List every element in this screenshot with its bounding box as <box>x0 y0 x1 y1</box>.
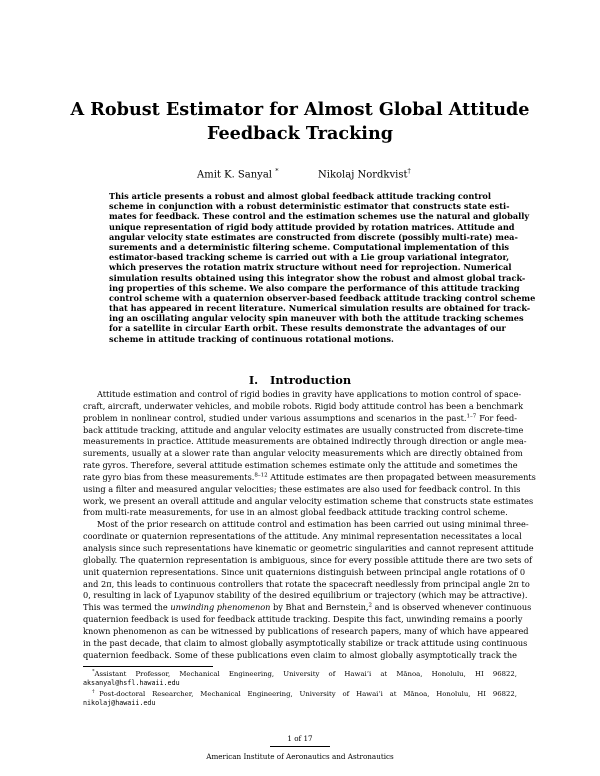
body-text-run: and is observed whenever continuous <box>371 602 532 613</box>
abstract-line: ing an oscillating angular velocity spin maneuver with both the attitude tracking schemes <box>109 313 524 324</box>
footnote-email[interactable]: aksanyal@hsfl.hawaii.edu <box>83 678 180 687</box>
emphasis: unwinding phenomenon <box>170 602 271 613</box>
body-text-run: rate gyro bias from these measurements. <box>83 471 255 482</box>
body-line: coordinate or quaternion representations of the attitude. Any minimal representation necessitates a local <box>83 531 522 542</box>
citation: 2 <box>368 602 372 609</box>
abstract-line: estimator-based tracking scheme is carried out with a Lie group variational integrator, <box>109 252 510 263</box>
body-text-run: Attitude estimates are then propagated between measurements <box>267 471 536 482</box>
abstract-line: angular velocity state estimates are constructed from discrete (possibly multi-rate) mea- <box>109 231 518 242</box>
footnote-email[interactable]: nikolaj@hawaii.edu <box>83 698 156 707</box>
body-line: measurements in practice. Attitude measurements are obtained indirectly through direction or angle mea- <box>83 436 527 447</box>
footer-organization: American Institute of Aeronautics and Astronautics <box>206 752 394 761</box>
abstract-line: that has appeared in recent literature. Numerical simulation results are obtained for track- <box>109 303 531 314</box>
footnote-rule <box>83 666 213 667</box>
footnote-line <box>83 670 517 679</box>
body-text-run: For feed- <box>476 412 517 423</box>
author-2 <box>318 167 411 180</box>
body-text-run: problem in nonlinear control, studied under various assumptions and scenarios in the past. <box>83 412 467 423</box>
body-line: rate gyros. Therefore, several attitude estimation schemes estimate only the attitude and sometimes the <box>83 460 518 471</box>
abstract-line: surements and a deterministic filtering scheme. Computational implementation of this <box>109 241 510 252</box>
paper-title <box>40 98 560 145</box>
body-line: Attitude estimation and control of rigid bodies in gravity have applications to motion control of space- <box>97 389 522 399</box>
section-number: I. <box>248 373 259 387</box>
author-name: Amit K. Sanyal <box>197 169 272 181</box>
footnote-mark: † <box>92 688 100 695</box>
body-line: surements, usually at a slower rate than angular velocity measurements which are directly obtained from <box>83 448 523 459</box>
body-line: analysis since such representations have kinematic or geometric singularities and cannot represent attitude <box>83 542 534 553</box>
abstract-line: for a satellite in circular Earth orbit. These results demonstrate the advantages of our <box>109 323 506 334</box>
body-text-run: by Bhat and Bernstein, <box>270 602 369 613</box>
body-line <box>83 471 536 484</box>
section-title: Introduction <box>270 373 352 387</box>
body-text <box>83 389 536 661</box>
body-line: craft, aircraft, underwater vehicles, and mobile robots. Rigid body attitude control has been a benchmark <box>83 400 524 411</box>
author-mark: † <box>407 167 411 175</box>
body-line: known phenomenon as can be witnessed by publications of research papers, many of which have appeared <box>83 625 529 636</box>
body-line: quaternion feedback. Some of these publications even claim to almost globally asymptotically track the <box>83 649 517 660</box>
body-line <box>83 413 517 425</box>
citation: 1–7 <box>466 412 477 419</box>
abstract-line: which preserves the rotation matrix structure without need for reprojection. Numerical <box>109 262 512 273</box>
footnote-text: Post-doctoral Researcher, Mechanical Engineering, University of Hawaiʻi at Mānoa, Honolulu, HI 96822, <box>99 690 517 698</box>
footnote-mark: * <box>92 668 95 675</box>
body-line: from multi-rate measurements, for use in an almost global feedback attitude tracking control scheme. <box>83 507 508 518</box>
body-line: in the past decade, that claim to almost globally asymptotically stabilize or track attitude using continuous <box>83 637 528 648</box>
body-line: 0, resulting in lack of Lyapunov stability of the desired equilibrium or trajectory (which may be attractive). <box>83 590 528 601</box>
abstract-line: scheme in attitude tracking of continuous rotational motions. <box>109 333 394 344</box>
abstract-line: control scheme with a quaternion observer-based feedback attitude tracking control scheme <box>109 292 536 303</box>
body-line <box>83 602 532 614</box>
footnote-line <box>83 690 517 699</box>
abstract-line: unique representation of rigid body attitude provided by rotation matrices. Attitude and <box>109 221 515 232</box>
abstract-line: mates for feedback. These control and the estimation schemes use the natural and globally <box>109 211 530 222</box>
abstract <box>109 191 536 344</box>
body-text-run: This was termed the <box>83 602 171 613</box>
page-number: 1 of 17 <box>287 734 313 743</box>
body-line: quaternion feedback is used for feedback attitude tracking. Despite this fact, unwinding remains a poorly <box>83 614 523 625</box>
body-line: Most of the prior research on attitude control and estimation has been carried out using minimal three- <box>97 519 529 530</box>
section-heading <box>0 373 600 387</box>
body-line: unit quaternion representations. Since unit quaternions distinguish between principal angle rotations of 0 <box>83 566 526 577</box>
citation: 8–12 <box>254 472 268 479</box>
body-line: back attitude tracking, attitude and angular velocity estimates are usually constructed from discrete-time <box>83 424 524 435</box>
author-mark: * <box>275 167 279 175</box>
abstract-line: simulation results obtained using this integrator show the robust and almost global track- <box>109 272 526 283</box>
body-line: and 2π, this leads to continuous controllers that rotate the spacecraft needlessly from principal angle 2π to <box>83 578 530 589</box>
title-line-2: Feedback Tracking <box>206 122 394 144</box>
footnote-text: Assistant Professor, Mechanical Engineering, University of Hawaiʻi at Mānoa, Honolulu, HI 96822, <box>94 670 517 678</box>
body-line: using a filter and measured angular velocities; these estimates are also used for feedback control. In this <box>83 483 521 494</box>
footnote-2 <box>83 690 517 708</box>
abstract-line: ing properties of this scheme. We also compare the performance of this attitude tracking <box>109 282 520 293</box>
footer-rule <box>270 746 330 747</box>
footnote-1 <box>83 670 517 688</box>
author-1 <box>197 167 278 180</box>
abstract-line: This article presents a robust and almost global feedback attitude tracking control <box>109 191 491 201</box>
abstract-line: scheme in conjunction with a robust deterministic estimator that constructs state esti- <box>109 201 510 212</box>
body-line: globally. The quaternion representation is ambiguous, since for every possible attitude there are two sets of <box>83 554 533 565</box>
author-name: Nikolaj Nordkvist <box>318 169 408 181</box>
title-line-1: A Robust Estimator for Almost Global Attitude <box>70 99 530 120</box>
body-line: work, we present an overall attitude and angular velocity estimation scheme that constructs state estimates <box>83 495 534 506</box>
